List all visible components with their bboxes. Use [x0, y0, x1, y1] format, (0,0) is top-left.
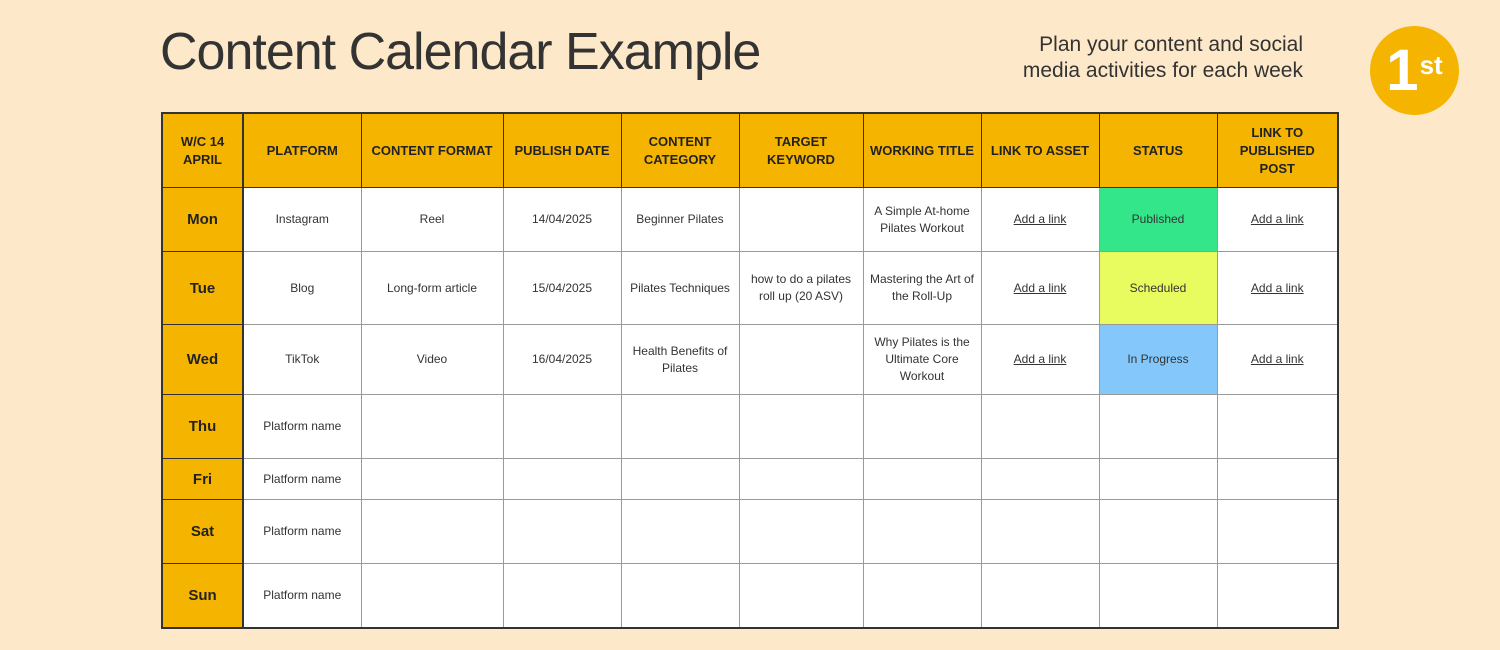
status-badge[interactable]: Published [1099, 188, 1217, 252]
badge-number: 1 [1386, 37, 1419, 103]
working-title-cell[interactable]: Mastering the Art of the Roll-Up [863, 252, 981, 325]
working-title-cell[interactable] [863, 459, 981, 500]
working-title-cell[interactable] [863, 564, 981, 628]
category-cell[interactable] [621, 395, 739, 459]
column-header-week: W/C 14 APRIL [162, 113, 243, 188]
publish-date-cell[interactable] [503, 564, 621, 628]
table-header-row [162, 113, 1338, 188]
platform-cell[interactable]: TikTok [243, 325, 361, 395]
table-row [162, 188, 1338, 252]
keyword-cell[interactable] [739, 395, 863, 459]
status-badge[interactable] [1099, 564, 1217, 628]
category-cell[interactable]: Beginner Pilates [621, 188, 739, 252]
status-badge[interactable] [1099, 459, 1217, 500]
platform-cell[interactable]: Platform name [243, 395, 361, 459]
day-cell: Fri [162, 459, 243, 500]
platform-cell[interactable]: Blog [243, 252, 361, 325]
category-cell[interactable] [621, 500, 739, 564]
column-header-link-to-published-post: LINK TO PUBLISHED POST [1217, 113, 1338, 188]
asset-link[interactable] [981, 395, 1099, 459]
publish-date-cell[interactable]: 16/04/2025 [503, 325, 621, 395]
day-cell: Sun [162, 564, 243, 628]
status-badge[interactable]: In Progress [1099, 325, 1217, 395]
keyword-cell[interactable] [739, 564, 863, 628]
working-title-cell[interactable]: A Simple At-home Pilates Workout [863, 188, 981, 252]
category-cell[interactable] [621, 564, 739, 628]
platform-cell[interactable]: Instagram [243, 188, 361, 252]
day-cell: Tue [162, 252, 243, 325]
table-row [162, 459, 1338, 500]
published-post-link[interactable]: Add a link [1217, 188, 1338, 252]
platform-cell[interactable]: Platform name [243, 564, 361, 628]
day-cell: Wed [162, 325, 243, 395]
page-title: Content Calendar Example [160, 23, 761, 81]
format-cell[interactable] [361, 459, 503, 500]
publish-date-cell[interactable] [503, 459, 621, 500]
publish-date-cell[interactable]: 14/04/2025 [503, 188, 621, 252]
column-header-target-keyword: TARGET KEYWORD [739, 113, 863, 188]
column-header-content-format: CONTENT FORMAT [361, 113, 503, 188]
keyword-cell[interactable] [739, 188, 863, 252]
subtitle-line-2: media activities for each week [1022, 59, 1303, 82]
keyword-cell[interactable] [739, 325, 863, 395]
format-cell[interactable]: Reel [361, 188, 503, 252]
asset-link[interactable]: Add a link [981, 252, 1099, 325]
asset-link[interactable] [981, 564, 1099, 628]
published-post-link[interactable]: Add a link [1217, 325, 1338, 395]
category-cell[interactable] [621, 459, 739, 500]
working-title-cell[interactable] [863, 395, 981, 459]
asset-link[interactable]: Add a link [981, 188, 1099, 252]
published-post-link[interactable] [1217, 564, 1338, 628]
platform-cell[interactable]: Platform name [243, 500, 361, 564]
table-row [162, 325, 1338, 395]
publish-date-cell[interactable] [503, 500, 621, 564]
status-badge[interactable] [1099, 500, 1217, 564]
platform-cell[interactable]: Platform name [243, 459, 361, 500]
published-post-link[interactable] [1217, 500, 1338, 564]
column-header-platform: PLATFORM [243, 113, 361, 188]
format-cell[interactable] [361, 500, 503, 564]
table-row [162, 395, 1338, 459]
keyword-cell[interactable] [739, 500, 863, 564]
asset-link[interactable] [981, 459, 1099, 500]
format-cell[interactable]: Long-form article [361, 252, 503, 325]
format-cell[interactable] [361, 564, 503, 628]
table-row [162, 500, 1338, 564]
page-subtitle [1023, 32, 1303, 84]
column-header-link-to-asset: LINK TO ASSET [981, 113, 1099, 188]
table-row [162, 252, 1338, 325]
working-title-cell[interactable]: Why Pilates is the Ultimate Core Workout [863, 325, 981, 395]
working-title-cell[interactable] [863, 500, 981, 564]
column-header-working-title: WORKING TITLE [863, 113, 981, 188]
column-header-status: STATUS [1099, 113, 1217, 188]
keyword-cell[interactable]: how to do a pilates roll up (20 ASV) [739, 252, 863, 325]
column-header-content-category: CONTENT CATEGORY [621, 113, 739, 188]
published-post-link[interactable] [1217, 395, 1338, 459]
day-cell: Thu [162, 395, 243, 459]
published-post-link[interactable]: Add a link [1217, 252, 1338, 325]
published-post-link[interactable] [1217, 459, 1338, 500]
day-cell: Mon [162, 188, 243, 252]
category-cell[interactable]: Health Benefits of Pilates [621, 325, 739, 395]
table-row [162, 564, 1338, 628]
subtitle-line-1: Plan your content and social [1039, 33, 1303, 56]
status-badge[interactable]: Scheduled [1099, 252, 1217, 325]
status-badge[interactable] [1099, 395, 1217, 459]
publish-date-cell[interactable] [503, 395, 621, 459]
column-header-publish-date: PUBLISH DATE [503, 113, 621, 188]
keyword-cell[interactable] [739, 459, 863, 500]
publish-date-cell[interactable]: 15/04/2025 [503, 252, 621, 325]
asset-link[interactable] [981, 500, 1099, 564]
content-calendar-table [161, 112, 1339, 629]
day-cell: Sat [162, 500, 243, 564]
badge-suffix: st [1419, 50, 1443, 80]
format-cell[interactable] [361, 395, 503, 459]
format-cell[interactable]: Video [361, 325, 503, 395]
week-badge [1370, 26, 1459, 115]
asset-link[interactable]: Add a link [981, 325, 1099, 395]
category-cell[interactable]: Pilates Techniques [621, 252, 739, 325]
